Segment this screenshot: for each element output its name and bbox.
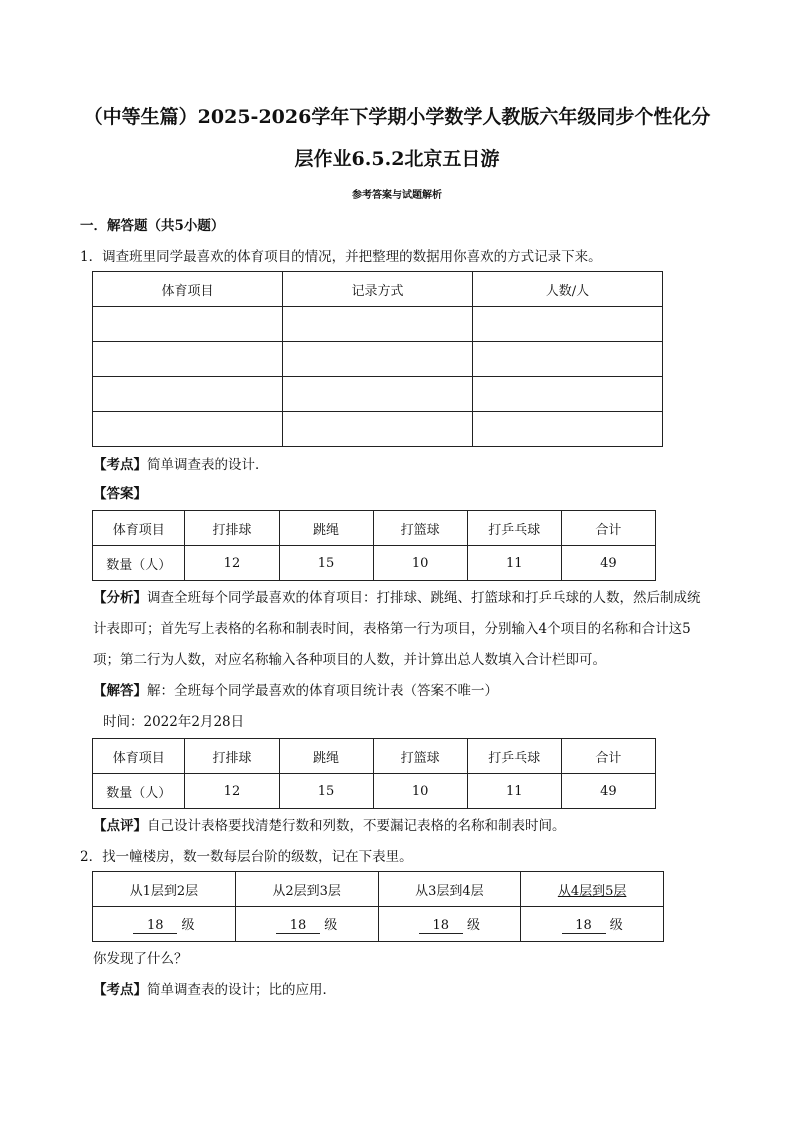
blank-cell [93,377,283,412]
solution-header: 打篮球 [373,739,467,774]
answer-cell: 12 [185,546,279,581]
q2-value-cell [235,907,378,942]
q2-table [92,871,664,942]
q2-value: 18 [133,918,177,934]
solution-header: 跳绳 [279,739,373,774]
q1-fenxi-line1 [93,588,701,608]
q1-kaodian [93,455,269,475]
q2-value-cell [378,907,521,942]
kaodian-text: 简单调查表的设计． [147,457,269,473]
answer-cell: 15 [279,546,373,581]
q2-unit: 级 [466,918,480,933]
solution-header: 打乒乓球 [467,739,561,774]
solution-cell: 10 [373,774,467,809]
blank-cell [282,307,472,342]
q1-answer-tag: 【答案】 [93,486,147,502]
q2-unit: 级 [324,918,338,933]
blank-cell [282,412,472,447]
section-heading: 一．解答题（共5小题） [80,218,225,234]
blank-cell [93,342,283,377]
solution-header: 体育项目 [93,739,185,774]
solution-cell: 数量（人） [93,774,185,809]
solution-cell: 11 [467,774,561,809]
solution-cell: 12 [185,774,279,809]
kaodian-tag: 【考点】 [93,457,147,473]
answer-header: 合计 [561,511,655,546]
q1-fenxi-line2: 计表即可；首先写上表格的名称和制表时间，表格第一行为项目，分别输入4个项目的名称和合计这5 [93,621,691,637]
blank-cell [93,412,283,447]
q1-blank-header-sport: 体育项目 [93,272,283,307]
answer-header: 跳绳 [279,511,373,546]
blank-cell [472,412,662,447]
blank-cell [472,377,662,412]
solution-cell: 49 [561,774,655,809]
q2-followup: 你发现了什么？ [93,951,188,967]
blank-cell [93,307,283,342]
q2-header: 从3层到4层 [378,872,521,907]
q2-value-cell [93,907,236,942]
document-subtitle: 参考答案与试题解析 [352,190,442,201]
q2-unit: 级 [181,918,195,933]
q1-dianping [93,816,566,836]
dianping-text: 自己设计表格要找清楚行数和列数，不要漏记表格的名称和制表时间。 [147,818,566,834]
q1-fenxi-line3: 项；第二行为人数，对应名称输入各种项目的人数，并计算出总人数填入合计栏即可。 [93,652,606,668]
answer-cell: 49 [561,546,655,581]
q2-header-underlined: 从4层到5层 [521,872,664,907]
q2-value: 18 [562,918,606,934]
q1-solution-table [92,738,656,809]
q2-value: 18 [276,918,320,934]
solution-cell: 15 [279,774,373,809]
blank-cell [282,377,472,412]
answer-header: 体育项目 [93,511,185,546]
q1-blank-header-method: 记录方式 [282,272,472,307]
jieda-text: 解：全班每个同学最喜欢的体育项目统计表（答案不唯一） [147,683,498,699]
kaodian-tag: 【考点】 [93,982,147,998]
q1-time: 时间：2022年2月28日 [103,714,245,730]
solution-header: 打排球 [185,739,279,774]
q2-value: 18 [419,918,463,934]
answer-cell: 11 [467,546,561,581]
q2-kaodian [93,980,336,1000]
q2-header: 从2层到3层 [235,872,378,907]
q1-jieda [93,681,498,701]
answer-header: 打篮球 [373,511,467,546]
q1-blank-table [92,271,663,447]
q1-answer-table [92,510,656,581]
jieda-tag: 【解答】 [93,683,147,699]
q1-blank-header-count: 人数/人 [472,272,662,307]
dianping-tag: 【点评】 [93,818,147,834]
document-title-line1: （中等生篇）2025-2026学年下学期小学数学人教版六年级同步个性化分 [83,106,711,128]
q1-question: 1．调查班里同学最喜欢的体育项目的情况，并把整理的数据用你喜欢的方式记录下来。 [80,249,602,265]
answer-header: 打乒乓球 [467,511,561,546]
kaodian-text: 简单调查表的设计；比的应用． [147,982,336,998]
answer-cell: 10 [373,546,467,581]
answer-header: 打排球 [185,511,279,546]
blank-cell [472,307,662,342]
fenxi-text: 调查全班每个同学最喜欢的体育项目：打排球、跳绳、打篮球和打乒乓球的人数，然后制成统 [147,590,701,606]
answer-cell: 数量（人） [93,546,185,581]
blank-cell [472,342,662,377]
q2-question: 2．找一幢楼房，数一数每层台阶的级数，记在下表里。 [80,849,413,865]
document-title-line2: 层作业6.5.2北京五日游 [294,148,500,170]
blank-cell [282,342,472,377]
q2-header: 从1层到2层 [93,872,236,907]
fenxi-tag: 【分析】 [93,590,147,606]
q2-unit: 级 [609,918,623,933]
solution-header: 合计 [561,739,655,774]
q2-value-cell [521,907,664,942]
